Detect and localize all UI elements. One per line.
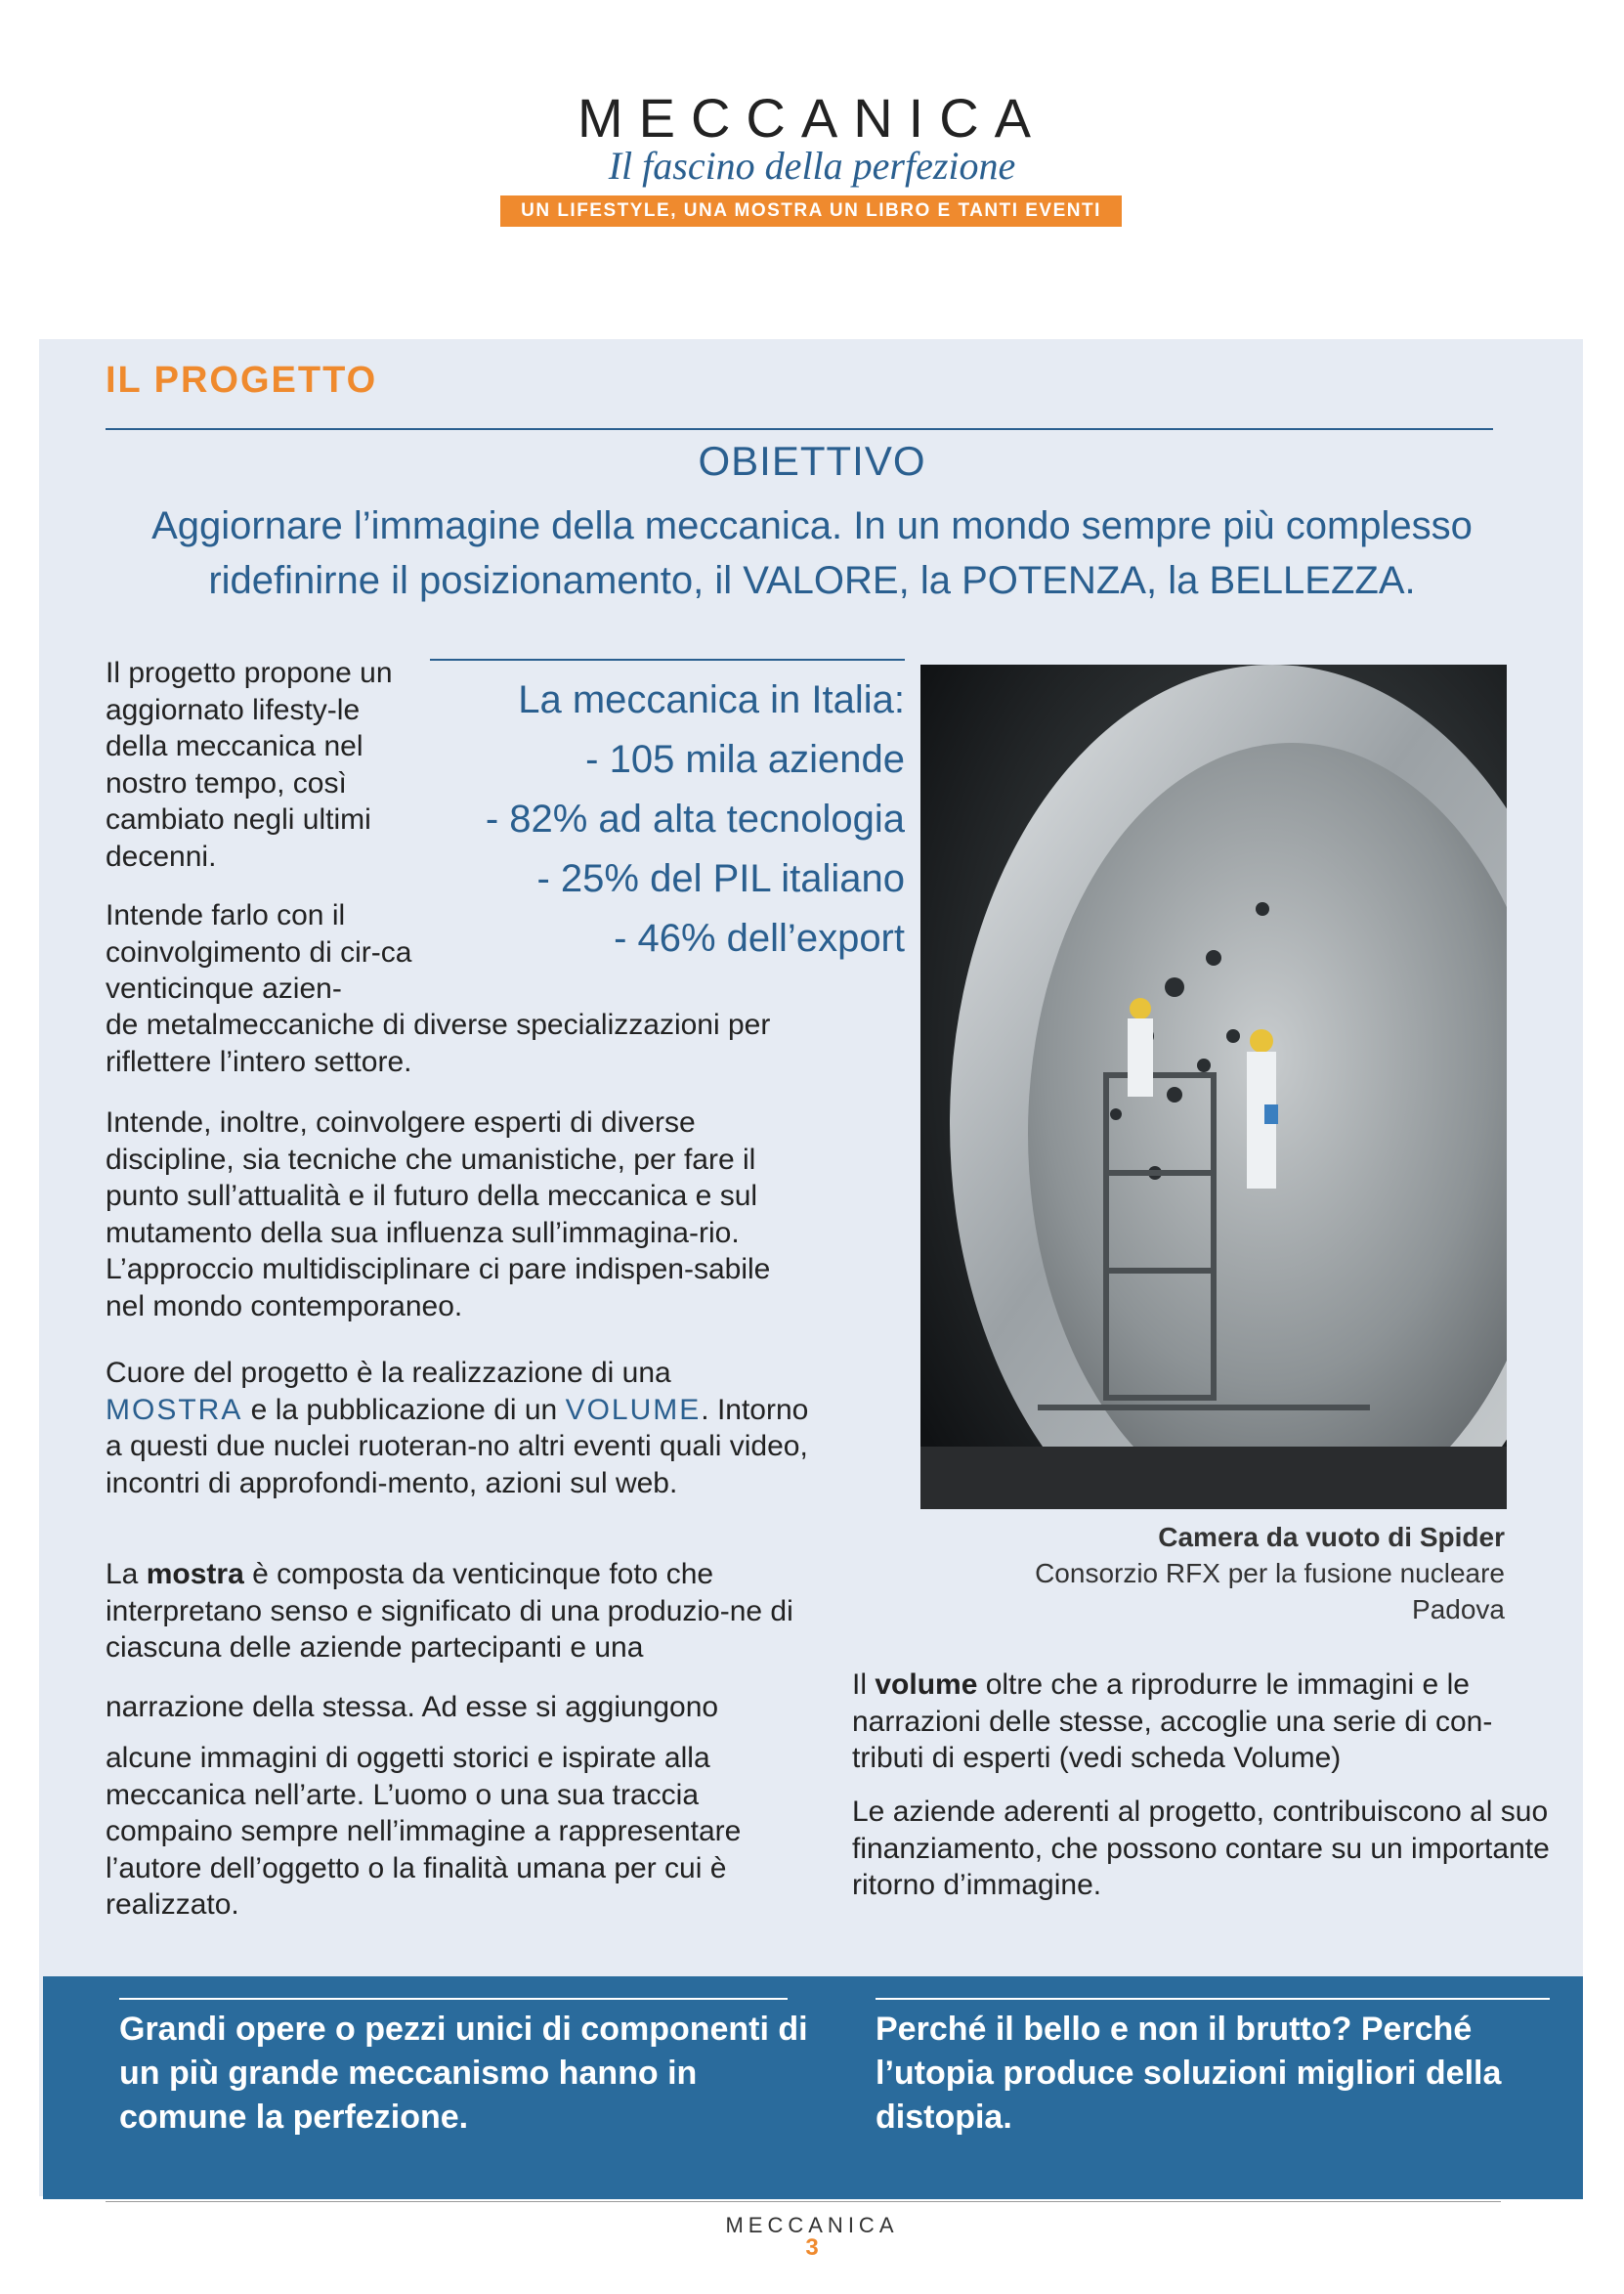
objective-title: OBIETTIVO	[698, 438, 926, 484]
core-text-b: e la pubblicazione di un	[242, 1393, 566, 1426]
volume-text-a: Il	[852, 1668, 876, 1701]
caption-line-2: Consorzio RFX per la fusione nucleare	[1035, 1558, 1505, 1588]
stat-pil: - 25% del PIL italiano	[536, 857, 905, 900]
page-number: 3	[805, 2234, 819, 2261]
quote-left-rule	[119, 1998, 788, 2000]
volume-text-b: oltre che a riprodurre le immagini e le narrazioni delle stesse, accoglie una serie di con-tributi di esperti (vedi scheda Volume)	[852, 1668, 1493, 1774]
vacuum-chamber-photo	[920, 665, 1507, 1509]
stats-title: La meccanica in Italia:	[518, 678, 905, 721]
stats-rule	[430, 659, 905, 661]
brand-title: MECCANICA	[577, 87, 1047, 149]
section-rule	[106, 428, 1493, 430]
footer-brand: MECCANICA	[725, 2213, 899, 2237]
paragraph-intro: Il progetto propone un aggiornato lifesty-le della meccanica nel nostro tempo, così cambiato negli ultimi decenni.	[106, 657, 393, 873]
paragraph-narrazione: narrazione della stessa. Ad esse si aggiungono	[106, 1691, 719, 1723]
footer-rule	[106, 2201, 1501, 2202]
paragraph-involvement: Intende farlo con il coinvolgimento di cir-ca venticinque azien-	[106, 899, 412, 1005]
paragraph-involvement-cont: de metalmeccaniche di diverse specializzazioni per riflettere l’intero settore.	[106, 1009, 771, 1078]
section-title: IL PROGETTO	[106, 360, 378, 401]
quote-left: Grandi opere o pezzi unici di componenti di un più grande meccanismo hanno in comune la perfezione.	[119, 2011, 808, 2136]
caption-line-3: Padova	[1412, 1594, 1505, 1624]
core-text-a: Cuore del progetto è la realizzazione di una	[106, 1357, 671, 1389]
paragraph-core	[106, 1355, 809, 1501]
stat-export: - 46% dell’export	[614, 917, 905, 960]
objective-line-1: Aggiornare l’immagine della meccanica. In un mondo sempre più complesso	[151, 504, 1473, 547]
header-banner: UN LIFESTYLE, UNA MOSTRA UN LIBRO E TANTI EVENTI	[500, 195, 1122, 227]
paragraph-volume	[852, 1666, 1556, 1777]
objective-text	[78, 498, 1546, 608]
mostra-bold: mostra	[146, 1558, 244, 1590]
core-text-c: . Intorno a questi due nuclei ruoteran-no altri eventi quali video, incontri di approfondi-mento, azioni sul web.	[106, 1393, 809, 1499]
stats-box	[430, 671, 905, 969]
mostra-highlight: MOSTRA	[106, 1393, 243, 1426]
volume-bold: volume	[875, 1668, 978, 1701]
paragraph-funding: Le aziende aderenti al progetto, contribuiscono al suo finanziamento, che possono contare su un importante ritorno d’immagine.	[852, 1796, 1550, 1901]
volume-highlight: VOLUME	[565, 1393, 702, 1426]
paragraph-experts: Intende, inoltre, coinvolgere esperti di diverse discipline, sia tecniche che umanistiche, per fare il punto sull’attualità e il futuro della meccanica e sul mutamento della sua influenza sull’immagina-rio. L’approccio multidisciplinare ci pare indispen-sabile nel mondo contemporaneo.	[106, 1106, 771, 1322]
quote-right-rule	[876, 1998, 1550, 2000]
objective-line-2: ridefinirne il posizionamento, il VALORE, la POTENZA, la BELLEZZA.	[208, 559, 1416, 602]
photo-caption	[879, 1519, 1505, 1627]
caption-title: Camera da vuoto di Spider	[1158, 1522, 1505, 1552]
paragraph-immagini: alcune immagini di oggetti storici e ispirate alla meccanica nell’arte. L’uomo o una sua traccia compaino sempre nell’immagine a rappresentare l’autore dell’oggetto o la finalità umana per cui è realizzato.	[106, 1742, 742, 1921]
brand-tagline: Il fascino della perfezione	[608, 144, 1016, 188]
paragraph-mostra	[106, 1556, 809, 1666]
stat-companies: - 105 mila aziende	[585, 738, 905, 781]
mostra-text-b: è composta da venticinque foto che interpretano senso e significato di una produzio-ne di ciascuna delle aziende partecipanti e una	[106, 1558, 793, 1664]
mostra-text-a: La	[106, 1558, 147, 1590]
quote-right: Perché il bello e non il brutto? Perché l’utopia produce soluzioni migliori della distopia.	[876, 2011, 1502, 2136]
stat-hightech: - 82% ad alta tecnologia	[485, 798, 905, 841]
